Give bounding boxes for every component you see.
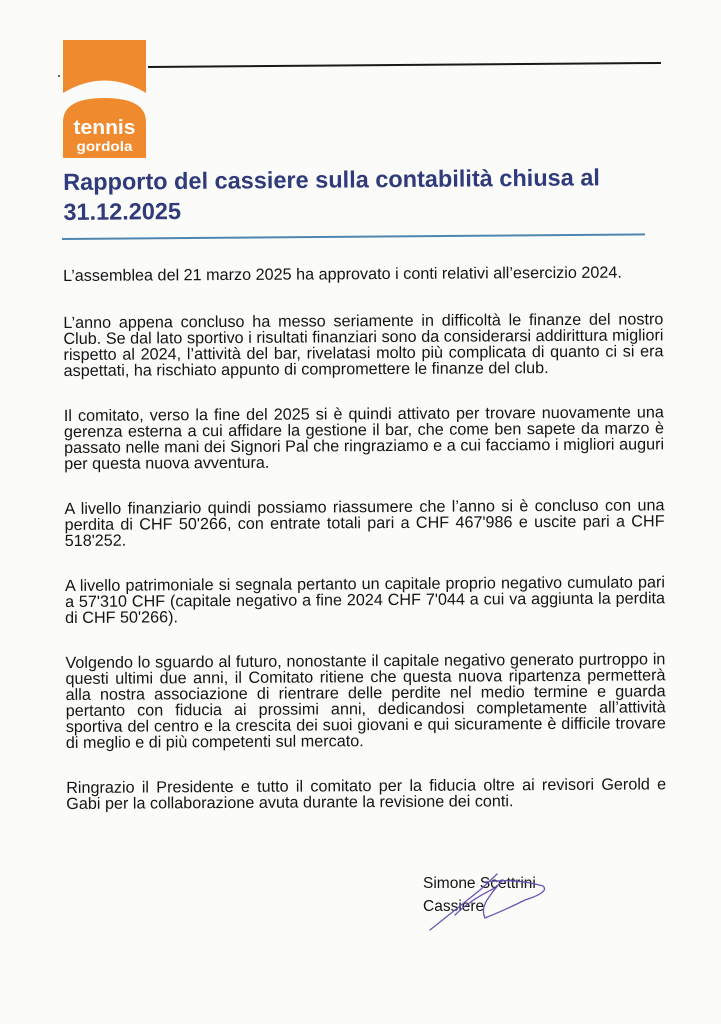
report-body (63, 264, 666, 841)
logo-top-block (63, 40, 146, 93)
signatory-role: Cassiere (423, 898, 485, 915)
paragraph-thanks: Ringrazio il Presidente e tutto il comitato per la fiducia oltre ai revisori Gerold e Gabi per la collaborazione avuta durante la revisione dei conti. (66, 775, 667, 813)
paragraph-outlook: Volgendo lo sguardo al futuro, nonostante il capitale negativo generato purtroppo in questi ultimi due anni, il Comitato ritiene che questa nuova ripartenza permetterà alla nostra associazione di rientrare delle perdite nel medio termine e guarda pertanto con fiducia ai prossimi anni, dedicandosi completamente all’attività sportiva del centro e la crescita dei suoi giovani e qui sicuramente è difficile trovare di meglio e di più competenti sul mercato. (65, 650, 666, 752)
page-title: Rapporto del cassiere sulla contabilità chiusa al 31.12.2025 (63, 164, 600, 225)
paragraph-approval: L’assemblea del 21 marzo 2025 ha approvato i conti relativi all’esercizio 2024. (62, 263, 622, 285)
stray-dot (58, 75, 60, 77)
logo-text-tennis: tennis (73, 117, 136, 139)
paragraph-equity: A livello patrimoniale si segnala pertanto un capitale proprio negativo cumulato pari a 57'310 CHF (capitale negativo a fine 2024 CHF 7'044 a cui va aggiunta la perdita di CHF 50'266). (64, 573, 666, 627)
handwritten-signature (425, 870, 575, 935)
title-underline (62, 233, 645, 239)
signature-stroke (430, 874, 545, 930)
logo-text-gordola: gordola (76, 138, 133, 154)
paragraph-year-summary: L’anno appena concluso ha messo seriamente in difficoltà le finanze del nostro Club. Se dal lato sportivo i risultati finanziari sono da considerarsi addirittura migliori rispetto al 2024, l’attività del bar, rivelatasi molto più complicata di quanto ci si era aspettati, ha rischiato appunto di compromettere le finanze del club. (63, 310, 664, 380)
signatory-name: Simone Scettrini (423, 875, 536, 892)
tennis-gordola-logo (63, 40, 146, 158)
paragraph-bar-management: Il comitato, verso la fine del 2025 si è quindi attivato per trovare nuovamente una gerenza esterna a cui affidare la gestione il bar, che come ben sapete da marzo è passato nelle mani dei Signori Pal che ringraziamo e a cui facciamo i migliori auguri per questa nuova avventura. (63, 403, 665, 473)
paragraph-financial-result: A livello finanziario quindi possiamo riassumere che l’anno si è concluso con una perdita di CHF 50'266, con entrate totali pari a CHF 467'986 e uscite pari a CHF 518'252. (64, 496, 665, 550)
header-rule (148, 62, 661, 68)
